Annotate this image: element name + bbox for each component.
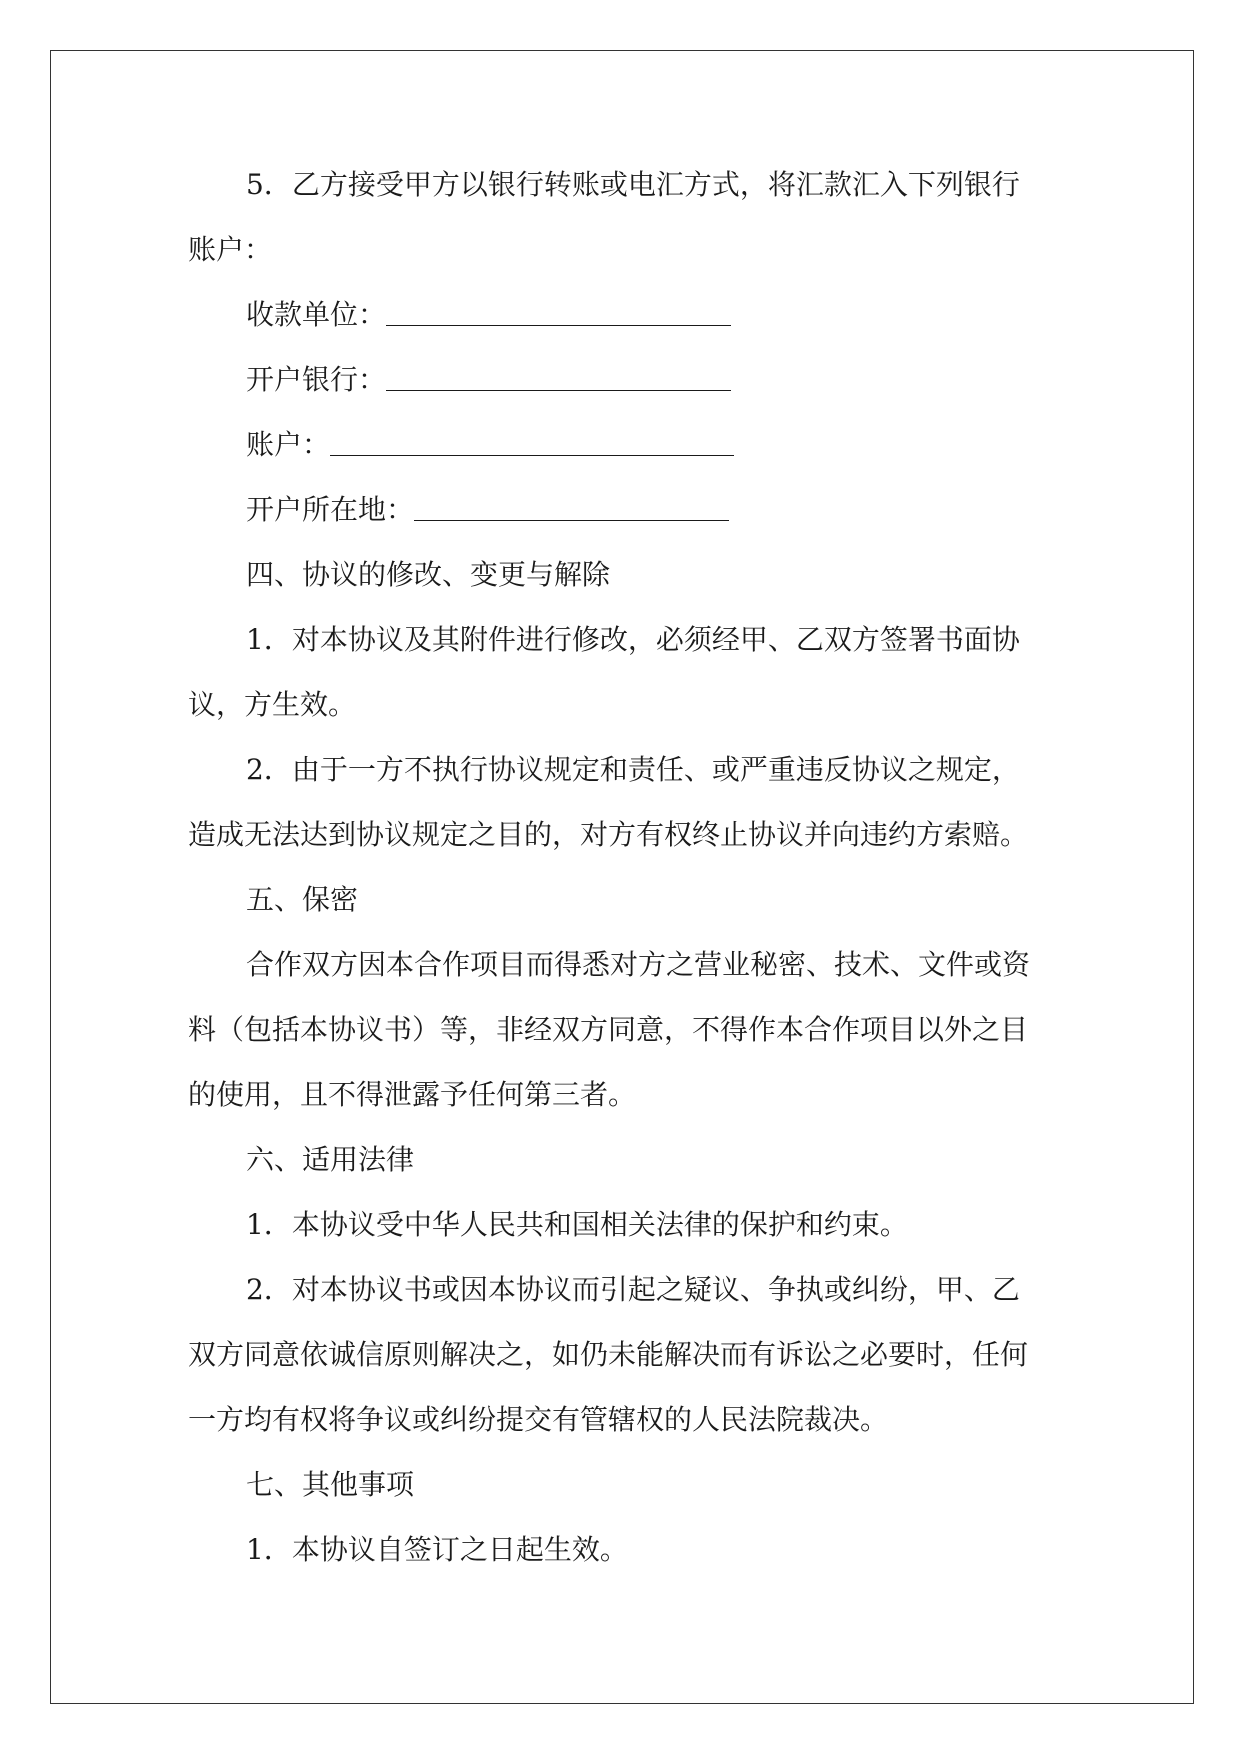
paragraph-line: 账户：	[188, 233, 273, 266]
paragraph-line: 一方均有权将争议或纠纷提交有管辖权的人民法院裁决。	[188, 1403, 889, 1436]
section-heading: 六、适用法律	[246, 1143, 415, 1176]
paragraph-line: 合作双方因本合作项目而得悉对方之营业秘密、技术、文件或资	[246, 948, 1031, 981]
form-field-account	[188, 412, 1058, 477]
field-label: 账户：	[246, 428, 331, 461]
paragraph-line: 2．对本协议书或因本协议而引起之疑议、争执或纠纷，甲、乙	[246, 1273, 1020, 1306]
fill-in-blank	[414, 494, 729, 521]
section-heading: 七、其他事项	[246, 1468, 415, 1501]
fill-in-blank	[386, 299, 731, 326]
paragraph-line: 造成无法达到协议规定之目的，对方有权终止协议并向违约方索赔。	[188, 818, 1029, 851]
field-label: 开户银行：	[246, 363, 387, 396]
fill-in-blank	[386, 364, 731, 391]
paragraph-line: 1．本协议自签订之日起生效。	[246, 1533, 628, 1566]
paragraph-line: 2．由于一方不执行协议规定和责任、或严重违反协议之规定，	[246, 753, 1020, 786]
section-heading: 五、保密	[246, 883, 359, 916]
paragraph-line: 双方同意依诚信原则解决之，如仍未能解决而有诉讼之必要时，任何	[188, 1338, 1029, 1371]
form-field-bank-location	[188, 477, 1058, 542]
paragraph-line: 的使用，且不得泄露予任何第三者。	[188, 1078, 637, 1111]
paragraph-line: 5．乙方接受甲方以银行转账或电汇方式，将汇款汇入下列银行	[246, 168, 1020, 201]
form-field-payee	[188, 282, 1058, 347]
section-heading: 四、协议的修改、变更与解除	[246, 558, 611, 591]
paragraph-line: 料（包括本协议书）等，非经双方同意，不得作本合作项目以外之目	[188, 1013, 1029, 1046]
document-body	[188, 152, 1058, 1582]
paragraph-line: 1．本协议受中华人民共和国相关法律的保护和约束。	[246, 1208, 908, 1241]
paragraph-line: 议，方生效。	[188, 688, 357, 721]
field-label: 收款单位：	[246, 298, 387, 331]
paragraph-line: 1．对本协议及其附件进行修改，必须经甲、乙双方签署书面协	[246, 623, 1020, 656]
form-field-bank	[188, 347, 1058, 412]
field-label: 开户所在地：	[246, 493, 415, 526]
fill-in-blank	[330, 429, 734, 456]
